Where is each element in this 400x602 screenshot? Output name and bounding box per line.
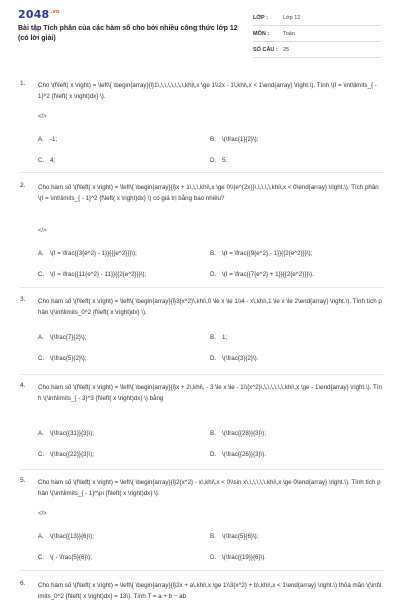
option-text: \(I = \frac{{7{e^2} + 1}}{{2{e^2}}}\). [222,271,314,278]
question-number: 5. [20,477,26,484]
option-text: 1; [222,334,228,341]
option-text: \(\frac{1}{2}\); [222,136,259,143]
option-label: A. [38,533,44,540]
question-stem: Cho hàm số \(f\left( x \right) = \left\{ \begin{array}{l}x + 1\,\,\,khi\,x \ge 0\\{e^{2x}}\,\,\,\,\,khi\,x < 0\end{array} \right.\). Tích phân \(I = \int\limits_{ - 1}^2 {f\left( x \right)dx} \) có giá trị bằng bao nhiêu? [38,184,379,202]
option-text: \(\frac{{19}}{6}\). [222,554,267,561]
option-label: C. [38,355,45,362]
option-c[interactable] [38,554,92,561]
question-stem: Cho hàm số \(f\left( x \right) = \left\{ \begin{array}{l}x + 2\,khi\, - 3 \le x \le - 1\\{x^2}\,\,\,\,\,\,\,khi\,x \ge - 1\end{array} \right.\). Tính \(\int\limits_{ - 3}^3 {f\left( x \right)dx} \) bằng [38,384,382,402]
info-row-subject [253,26,381,42]
option-label: A. [38,334,44,341]
info-value: Toán [283,30,295,37]
option-c[interactable] [38,451,94,458]
question-number: 3. [20,296,26,303]
option-c[interactable] [38,157,55,164]
question-number: 6. [20,580,26,587]
option-b[interactable] [210,136,258,143]
option-d[interactable] [210,157,227,164]
info-value: 25 [283,46,290,53]
question-marker: </> [38,511,47,517]
option-label: B. [210,250,216,257]
question-number: 2. [20,182,26,189]
question-stem: Cho hàm số \(f\left( x \right) = \left\{ \begin{array}{l}3{x^2}\,khi\,0 \le x \le 1\\4 - x\,khi\,1 \le x \le 2\end{array} \right.\). Tính tích phân \(\int\limits_0^2 {f\left( x \right)dx} \). [38,298,382,316]
option-b[interactable] [210,533,258,540]
divider [20,172,384,173]
question-stem: Cho \(f\left( x \right) = \left\{ \begin{array}{l}1\,\,\,\,\,\,\,\,khi\,x \ge 1\\2x - 1\,khi\,x < 1\end{array} \right.\). Tính \(I = \int\limits_{ - 1}^2 {f\left( x \right)dx} \). [38,82,377,100]
option-a[interactable] [38,334,86,341]
question-number: 4. [20,382,26,389]
option-label: A. [38,430,44,437]
option-b[interactable] [210,430,266,437]
option-a[interactable] [38,250,137,257]
question-marker: </> [38,228,47,234]
option-label: C. [38,554,45,561]
option-text: 4; [50,157,56,164]
info-key: MÔN : [253,30,270,37]
option-label: D. [210,355,217,362]
option-label: C. [38,451,45,458]
info-key: SỐ CÂU : [253,46,278,53]
option-b[interactable] [210,334,227,341]
option-text: \(\frac{7}{2}\); [50,334,87,341]
divider [20,374,384,375]
info-value: Lớp 12 [283,14,301,21]
question-marker: </> [38,114,47,120]
page-title: Bài tập Tích phân của các hàm số cho bởi nhiều công thức lớp 12 (có lời giải) [18,25,238,42]
option-text: \(\frac{{26}}{3}\). [222,451,267,458]
option-c[interactable] [38,271,146,278]
option-d[interactable] [210,355,258,362]
option-text: \(I = \frac{{3{e^2} - 1}}{{{e^2}}}\); [50,250,137,257]
info-key: LỚP : [253,14,268,21]
logo-text: 2048 [18,8,50,21]
option-label: B. [210,533,216,540]
option-d[interactable] [210,451,266,458]
divider [20,287,384,288]
site-logo[interactable] [18,8,60,21]
option-d[interactable] [210,271,314,278]
divider [20,570,384,571]
option-label: B. [210,136,216,143]
option-text: \(\frac{3}{2}\). [222,355,259,362]
option-text: \(\frac{{22}}{3}\); [50,451,95,458]
option-label: A. [38,250,44,257]
info-table [253,10,381,58]
option-text: \(\frac{5}{6}\); [222,533,259,540]
option-a[interactable] [38,533,94,540]
option-label: C. [38,271,45,278]
option-label: D. [210,451,217,458]
option-text: \(\frac{5}{2}\); [50,355,87,362]
option-text: \(I = \frac{{9{e^2} - 1}}{{2{e^2}}}\); [222,250,313,257]
option-text: -1; [50,136,58,143]
question-stem: Cho hàm số \(f\left( x \right) = \left\{ \begin{array}{l}2x + a\,khi\,x \ge 1\\3{x^2} + b\,khi\,x < 1\end{array} \right.\) thỏa mãn \(\int\limits_0^2 {f\left( x \right)dx} = 13\). Tính T = a + b − ab [38,582,382,600]
option-c[interactable] [38,355,86,362]
info-row-count [253,42,381,58]
option-label: A. [38,136,44,143]
option-d[interactable] [210,554,266,561]
option-text: \(\frac{{13}}{6}\); [50,533,95,540]
option-label: C. [38,157,45,164]
option-text: \(\frac{{31}}{3}\); [50,430,95,437]
option-text: \(I = \frac{{11{e^2} - 11}}{{2{e^2}}}\); [50,271,147,278]
option-text: 5. [222,157,228,164]
option-a[interactable] [38,136,57,143]
option-text: \(\frac{{28}}{3}\); [222,430,267,437]
option-label: B. [210,430,216,437]
option-b[interactable] [210,250,312,257]
option-a[interactable] [38,430,94,437]
divider [20,469,384,470]
option-label: D. [210,157,217,164]
logo-suffix: .vn [50,9,60,16]
option-text: \( - \frac{5}{6}\); [50,554,92,561]
option-label: D. [210,554,217,561]
option-label: D. [210,271,217,278]
info-row-class [253,10,381,26]
option-label: B. [210,334,216,341]
question-stem: Cho hàm số \(f\left( x \right) = \left\{ \begin{array}{l}2{x^2} - x\,khi\,x < 0\\sin x\,\,\,\,\,\,khi\,x \ge 0\end{array} \right.\). Tính tích phân \(\int\limits_{ - 1}^\pi {f\left( x \right)dx} \). [38,479,381,497]
question-number: 1. [20,80,26,87]
